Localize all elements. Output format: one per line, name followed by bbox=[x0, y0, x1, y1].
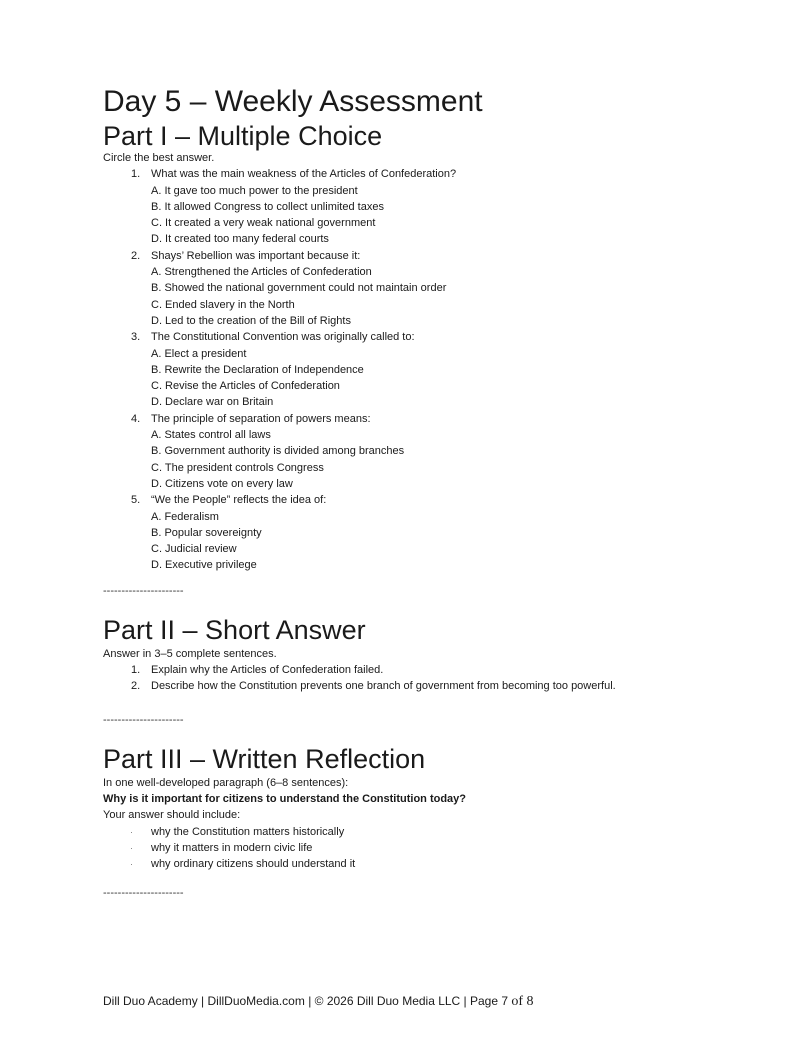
reflection-bullet bbox=[103, 840, 743, 856]
answer-option: C. The president controls Congress bbox=[151, 461, 324, 474]
part3-instruction: In one well-developed paragraph (6–8 sentences): bbox=[103, 776, 349, 789]
question-item bbox=[103, 166, 743, 182]
answer-option: A. Strengthened the Articles of Confederation bbox=[151, 266, 372, 279]
answer-option: B. Rewrite the Declaration of Independence bbox=[151, 363, 364, 376]
reflection-bullet-list bbox=[103, 824, 743, 873]
question-text: The principle of separation of powers means: bbox=[151, 412, 371, 425]
answer-option: A. It gave too much power to the president bbox=[151, 184, 358, 197]
multiple-choice-list bbox=[103, 166, 743, 573]
page-title: Day 5 – Weekly Assessment bbox=[103, 85, 483, 118]
assessment-page bbox=[103, 84, 743, 900]
page-footer bbox=[103, 992, 534, 1011]
question-number: 4. bbox=[131, 412, 141, 425]
answer-option: B. Government authority is divided among branches bbox=[151, 445, 405, 458]
answer-option: B. It allowed Congress to collect unlimited taxes bbox=[151, 200, 384, 213]
part1-heading: Part I – Multiple Choice bbox=[103, 121, 383, 151]
question-item bbox=[103, 329, 743, 345]
part1-instruction: Circle the best answer. bbox=[103, 152, 215, 164]
footer-page-total: of 8 bbox=[511, 994, 534, 1009]
part2-instruction: Answer in 3–5 complete sentences. bbox=[103, 647, 277, 660]
bullet-text: why the Constitution matters historically bbox=[151, 825, 345, 838]
answer-option: D. Citizens vote on every law bbox=[151, 477, 293, 490]
short-answer-text: Describe how the Constitution prevents one branch of government from becoming too powerful. bbox=[151, 680, 616, 693]
question-number: 3. bbox=[131, 331, 141, 344]
section-divider: ---------------------- bbox=[103, 887, 184, 900]
question-number: 5. bbox=[131, 494, 141, 507]
reflection-prompt: Why is it important for citizens to understand the Constitution today? bbox=[103, 792, 466, 805]
answer-option: B. Popular sovereignty bbox=[151, 526, 262, 539]
short-answer-item bbox=[103, 662, 743, 678]
reflection-bullet bbox=[103, 856, 743, 872]
part3-heading: Part III – Written Reflection bbox=[103, 743, 426, 774]
section-divider: ---------------------- bbox=[103, 584, 184, 597]
question-number: 2. bbox=[131, 249, 141, 262]
answer-option: C. Ended slavery in the North bbox=[151, 298, 295, 311]
question-item bbox=[103, 411, 743, 427]
question-item bbox=[103, 248, 743, 264]
answer-option: D. Declare war on Britain bbox=[151, 396, 274, 409]
short-answer-list bbox=[103, 662, 743, 695]
answer-option: C. Revise the Articles of Confederation bbox=[151, 380, 340, 393]
short-answer-text: Explain why the Articles of Confederation failed. bbox=[151, 664, 384, 677]
answer-option: C. It created a very weak national government bbox=[151, 217, 376, 230]
bullet-text: why it matters in modern civic life bbox=[151, 841, 313, 854]
bullet-dot-icon: · bbox=[130, 826, 133, 837]
section-divider: ---------------------- bbox=[103, 713, 184, 726]
question-text: The Constitutional Convention was originally called to: bbox=[151, 331, 415, 344]
question-text: What was the main weakness of the Articles of Confederation? bbox=[151, 168, 457, 181]
bullet-dot-icon: · bbox=[130, 859, 133, 870]
answer-option: D. Executive privilege bbox=[151, 559, 257, 572]
question-text: “We the People” reflects the idea of: bbox=[151, 494, 327, 507]
reflection-bullet bbox=[103, 824, 743, 840]
answer-option: C. Judicial review bbox=[151, 543, 237, 556]
question-item bbox=[103, 492, 743, 508]
question-number: 1. bbox=[131, 168, 141, 181]
bullet-dot-icon: · bbox=[130, 842, 133, 853]
answer-option: D. Led to the creation of the Bill of Rights bbox=[151, 314, 351, 327]
answer-option: D. It created too many federal courts bbox=[151, 233, 329, 246]
item-number: 2. bbox=[131, 680, 141, 693]
part2-heading: Part II – Short Answer bbox=[103, 614, 366, 645]
answer-option: B. Showed the national government could not maintain order bbox=[151, 282, 447, 295]
footer-text: Dill Duo Academy | DillDuoMedia.com | © 2026 Dill Duo Media LLC | Page 7 bbox=[103, 994, 509, 1008]
answer-option: A. Federalism bbox=[151, 510, 219, 523]
bullet-text: why ordinary citizens should understand it bbox=[151, 858, 356, 871]
question-text: Shays’ Rebellion was important because it: bbox=[151, 249, 361, 262]
include-label: Your answer should include: bbox=[103, 809, 241, 822]
answer-option: A. States control all laws bbox=[151, 429, 271, 442]
item-number: 1. bbox=[131, 664, 141, 677]
answer-option: A. Elect a president bbox=[151, 347, 247, 360]
short-answer-item bbox=[103, 678, 743, 694]
